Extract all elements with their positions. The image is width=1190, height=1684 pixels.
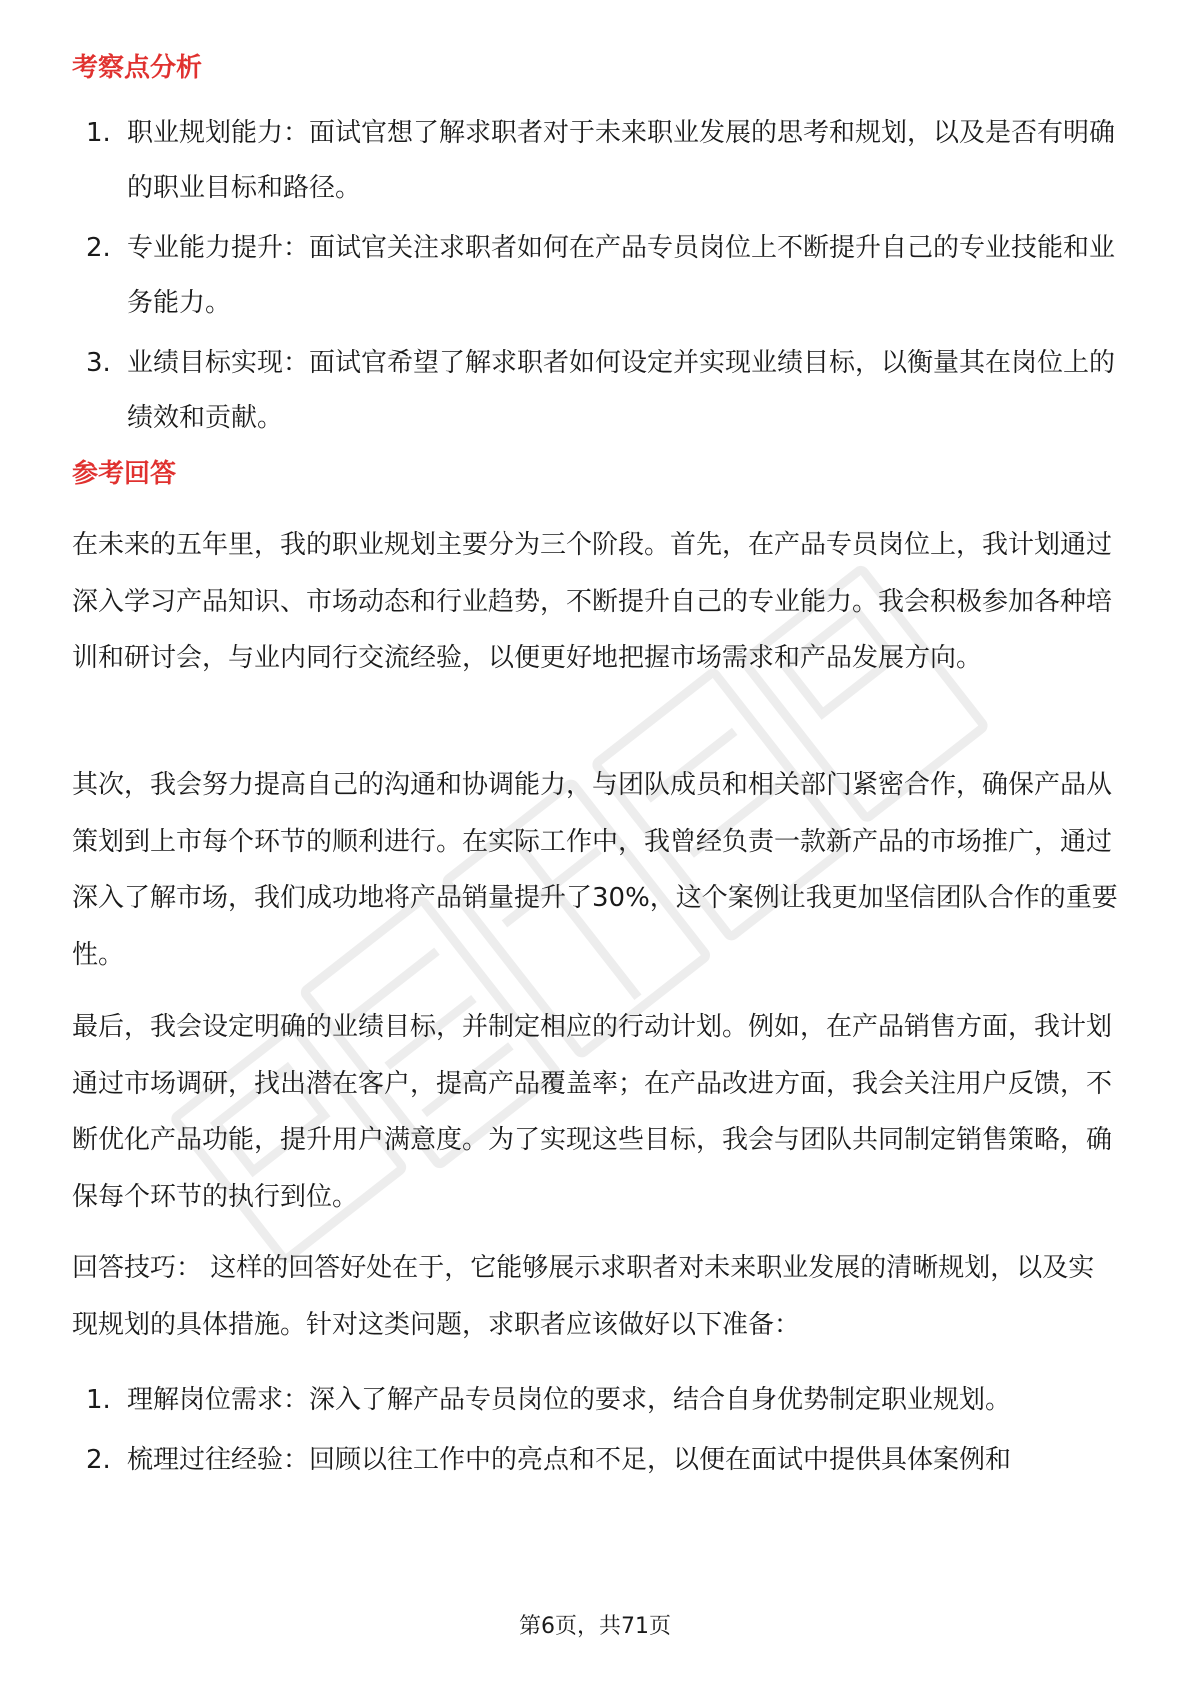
list-number: 2. — [86, 1445, 111, 1475]
list-number: 1. — [86, 1385, 111, 1415]
answer-paragraph-2: 其次，我会努力提高自己的沟通和协调能力，与团队成员和相关部门紧密合作，确保产品从策划到上市每个环节的顺利进行。在实际工作中，我曾经负责一款新产品的市场推广，通过深入了解市场，我们成功地将产品销量提升了30%，这个案例让我更加坚信团队合作的重要性。 — [72, 770, 1118, 970]
list-item-text: 梳理过往经验：回顾以往工作中的亮点和不足，以便在面试中提供具体案例和 — [127, 1445, 1012, 1475]
list-item — [72, 1373, 1122, 1428]
list-item — [72, 106, 1122, 216]
answer-paragraph-3: 最后，我会设定明确的业绩目标，并制定相应的行动计划。例如，在产品销售方面，我计划通过市场调研，找出潜在客户，提高产品覆盖率；在产品改进方面，我会关注用户反馈，不断优化产品功能，提升用户满意度。为了实现这些目标，我会与团队共同制定销售策略，确保每个环节的执行到位。 — [72, 1012, 1113, 1212]
list-item-text: 专业能力提升：面试官关注求职者如何在产品专员岗位上不断提升自己的专业技能和业务能力。 — [127, 233, 1116, 318]
section-heading-reference-answer: 参考回答 — [72, 459, 177, 489]
list-item — [72, 221, 1122, 331]
list-number: 3. — [86, 348, 111, 378]
answer-paragraph-1: 在未来的五年里，我的职业规划主要分为三个阶段。首先，在产品专员岗位上，我计划通过深入学习产品知识、市场动态和行业趋势，不断提升自己的专业能力。我会积极参加各种培训和研讨会，与业内同行交流经验，以便更好地把握市场需求和产品发展方向。 — [72, 530, 1113, 673]
tips-list — [72, 1373, 1122, 1493]
page-footer: 第6页，共71页 — [519, 1614, 671, 1639]
list-item-text: 职业规划能力：面试官想了解求职者对于未来职业发展的思考和规划，以及是否有明确的职业目标和路径。 — [127, 118, 1116, 203]
list-item-text: 理解岗位需求：深入了解产品专员岗位的要求，结合自身优势制定职业规划。 — [127, 1385, 1012, 1415]
list-item-text: 业绩目标实现：面试官希望了解求职者如何设定并实现业绩目标，以衡量其在岗位上的绩效和贡献。 — [127, 348, 1116, 433]
list-item — [72, 336, 1122, 446]
list-number: 1. — [86, 118, 111, 148]
analysis-list — [72, 106, 1122, 451]
section-heading-analysis: 考察点分析 — [72, 53, 203, 83]
answer-tips-intro: 回答技巧： 这样的回答好处在于，它能够展示求职者对未来职业发展的清晰规划，以及实现规划的具体措施。针对这类问题，求职者应该做好以下准备： — [72, 1253, 1095, 1340]
list-item — [72, 1433, 1122, 1488]
list-number: 2. — [86, 233, 111, 263]
